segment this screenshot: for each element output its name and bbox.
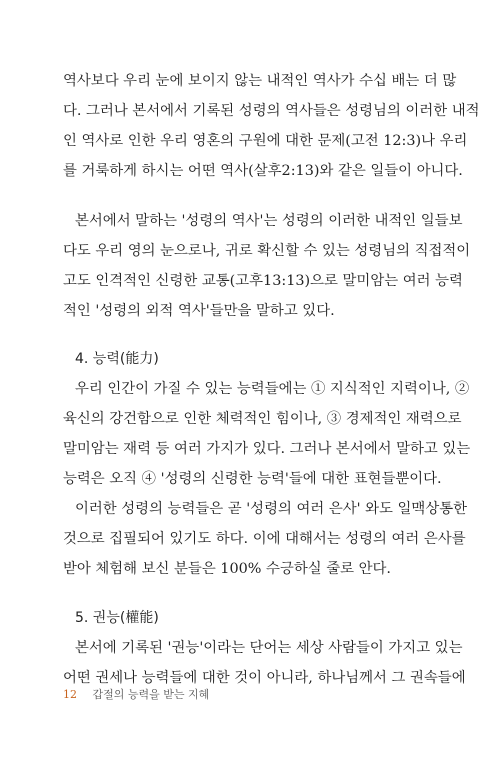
body-text-line: 것으로 집필되어 있기도 하다. 이에 대해서는 성령의 여러 은사를 (63, 531, 466, 547)
body-text-line: 다. 그러나 본서에서 기록된 성령의 역사들은 성령님의 이러한 내적 (63, 103, 480, 119)
page-footer (63, 688, 209, 702)
body-text-line: 능력은 오직 ④ '성령의 신령한 능력'들에 대한 표현들뿐이다. (63, 471, 442, 487)
body-text-line: 받아 체험해 보신 분들은 100% 수긍하실 줄로 안다. (63, 561, 391, 577)
body-text-line: 를 거룩하게 하시는 어떤 역사(살후2:13)와 같은 일들이 아니다. (63, 163, 463, 179)
body-text-line: 어떤 권세나 능력들에 대한 것이 아니라, 하나님께서 그 권속들에 (63, 670, 466, 686)
section-heading: 5. 권능(權能) (75, 610, 159, 626)
body-text-line: 고도 인격적인 신령한 교통(고후13:13)으로 말미암는 여러 능력 (63, 273, 463, 289)
section-heading: 4. 능력(能力) (75, 351, 159, 367)
body-text-line: 적인 '성령의 외적 역사'들만을 말하고 있다. (63, 303, 335, 319)
running-title: 갑절의 능력을 받는 지혜 (92, 688, 210, 701)
body-text-line: 역사보다 우리 눈에 보이지 않는 내적인 역사가 수십 배는 더 많 (63, 73, 457, 89)
body-text-line: 인 역사로 인한 우리 영혼의 구원에 대한 문제(고전 12:3)나 우리 (63, 133, 468, 149)
body-text-line: 이러한 성령의 능력들은 곧 '성령의 여러 은사' 와도 일맥상통한 (75, 501, 468, 517)
body-text-line: 육신의 강건함으로 인한 체력적인 힘이나, ③ 경제적인 재력으로 (63, 411, 462, 427)
body-text-line: 다도 우리 영의 눈으로나, 귀로 확신할 수 있는 성령님의 직접적이 (63, 243, 471, 259)
body-text-line: 본서에서 말하는 '성령의 역사'는 성령의 이러한 내적인 일들보 (75, 213, 463, 229)
body-text-line: 본서에 기록된 '권능'이라는 단어는 세상 사람들이 가지고 있는 (75, 640, 463, 656)
body-text-line: 말미암는 재력 등 여러 가지가 있다. 그러나 본서에서 말하고 있는 (63, 441, 471, 457)
body-text-line: 우리 인간이 가질 수 있는 능력들에는 ① 지식적인 지력이나, ② (75, 381, 470, 397)
page-number: 12 (63, 688, 77, 701)
